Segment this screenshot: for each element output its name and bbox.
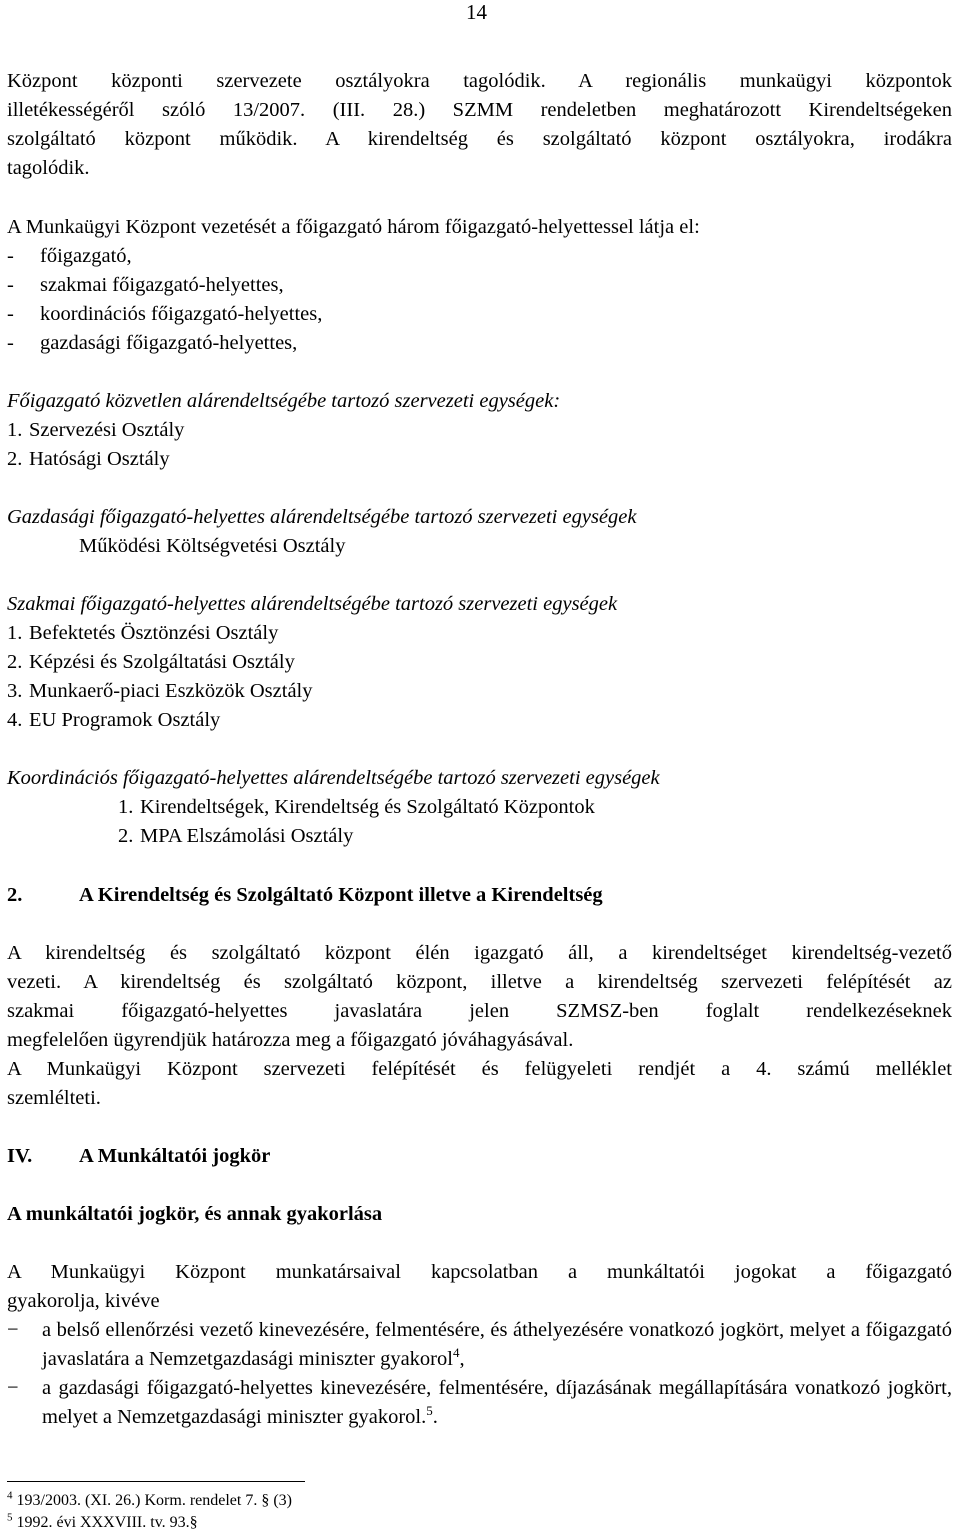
section-2: [7, 881, 952, 910]
list-item-text: Szervezési Osztály: [29, 419, 185, 441]
footnote-mark: 5: [7, 1511, 13, 1524]
section-heading: Koordinációs főigazgató-helyettes alárendeltségébe tartozó szervezeti egységek: [7, 767, 660, 789]
dash-marker: -: [7, 274, 14, 296]
section-title: [7, 1142, 952, 1171]
text-line: illetékességéről szóló 13/2007. (III. 28.) SZMM rendeletben meghatározott Kirendeltségeken: [7, 99, 952, 121]
section-heading: Gazdasági főigazgató-helyettes alárendeltségébe tartozó szervezeti egységek: [7, 506, 637, 528]
list-item: [7, 329, 952, 358]
econ-units-section: [7, 503, 952, 561]
list-item: [118, 793, 952, 822]
footnote-text: 193/2003. (XI. 26.) Korm. rendelet 7. § (3): [16, 1492, 292, 1509]
text-line: Központ központi szervezete osztályokra tagolódik. A regionális munkaügyi központok: [7, 70, 952, 92]
list-item-text: Kirendeltségek, Kirendeltség és Szolgáltató Központok: [140, 796, 595, 818]
footnote-mark: 4: [7, 1489, 13, 1502]
section-number: IV.: [7, 1145, 33, 1167]
text-line: vezeti. A kirendeltség és szolgáltató központ, illetve a kirendeltség szervezeti felépítését az: [7, 971, 952, 993]
item-number: 4.: [7, 709, 23, 731]
list-item: [7, 300, 952, 329]
list-item: [7, 1374, 952, 1432]
text-line: A kirendeltség és szolgáltató központ élén igazgató áll, a kirendeltséget kirendeltség-vezető: [7, 942, 952, 964]
item-number: 1.: [7, 622, 23, 644]
list-item-text: Munkaerő-piaci Eszközök Osztály: [29, 680, 313, 702]
section-heading: Főigazgató közvetlen alárendeltségébe tartozó szervezeti egységek:: [7, 390, 561, 412]
section-4-body: [7, 1258, 952, 1432]
list-item: [7, 416, 952, 445]
list-item-text: a gazdasági főigazgató-helyettes kinevezésére, felmentésére, díjazásának megállapítására vonatkozó jogkört, melyet a Nemzetgazdasági miniszter gyakorol.: [42, 1377, 952, 1428]
punctuation: ,: [459, 1348, 465, 1370]
list-item: [118, 822, 952, 851]
item-number: 3.: [7, 680, 23, 702]
list-item-text: főigazgató,: [40, 245, 132, 267]
dash-marker: -: [7, 303, 14, 325]
leadership-section: [7, 213, 952, 358]
section-number: 2.: [7, 884, 23, 906]
item-number: 1.: [118, 796, 134, 818]
dg-units-section: [7, 387, 952, 474]
coord-units-section: [7, 764, 952, 851]
list-item: [7, 706, 952, 735]
text-line: szakmai főigazgató-helyettes javaslatára jelen SZMSZ-ben foglalt rendelkezéseknek: [7, 1000, 952, 1022]
dash-marker: -: [7, 245, 14, 267]
section-heading: Szakmai főigazgató-helyettes alárendeltségébe tartozó szervezeti egységek: [7, 593, 618, 615]
list-item: [7, 1316, 952, 1374]
section-title-text: A Munkáltatói jogkör: [79, 1145, 271, 1167]
item-number: 2.: [118, 825, 134, 847]
section-title: [7, 881, 952, 910]
punctuation: .: [432, 1406, 438, 1428]
leadership-intro: A Munkaügyi Központ vezetését a főigazgató három főigazgató-helyettessel látja el:: [7, 216, 700, 238]
list-item: [7, 242, 952, 271]
list-item-text: koordinációs főigazgató-helyettes,: [40, 303, 323, 325]
footnote-text: 1992. évi XXXVIII. tv. 93.§: [16, 1514, 198, 1531]
footnote-ref[interactable]: 4: [452, 1345, 460, 1361]
page-number: 14: [466, 0, 487, 24]
section-title-text: A Kirendeltség és Szolgáltató Központ illetve a Kirendeltség: [79, 884, 603, 906]
intro-paragraph: [7, 67, 952, 183]
footnote-divider: [7, 1481, 305, 1482]
list-item-text: gazdasági főigazgató-helyettes,: [40, 332, 298, 354]
list-item: [7, 648, 952, 677]
text-line: megfelelően ügyrendjük határozza meg a főigazgató jóváhagyásával.: [7, 1029, 574, 1051]
list-item-text: Befektetés Ösztönzési Osztály: [29, 622, 279, 644]
text-line: gyakorolja, kivéve: [7, 1290, 160, 1312]
prof-units-section: [7, 590, 952, 735]
text-line: szolgáltató központ működik. A kirendeltség és szolgáltató központ osztályokra, irodákra: [7, 128, 952, 150]
item-number: 2.: [7, 651, 23, 673]
section-4: [7, 1142, 952, 1171]
section-2-body: [7, 939, 952, 1113]
list-item-text: EU Programok Osztály: [29, 709, 221, 731]
footnote-ref[interactable]: 5: [426, 1403, 433, 1419]
list-item-text: Hatósági Osztály: [29, 448, 170, 470]
item-number: 1.: [7, 419, 23, 441]
footnote: [7, 1513, 198, 1533]
list-item-text: szakmai főigazgató-helyettes,: [40, 274, 284, 296]
list-item: [7, 677, 952, 706]
section-4-subtitle: [7, 1200, 952, 1229]
list-item-text: Képzési és Szolgáltatási Osztály: [29, 651, 295, 673]
text-line: szemlélteti.: [7, 1087, 101, 1109]
list-item: Működési Költségvetési Osztály: [79, 535, 346, 557]
subsection-title: A munkáltatói jogkör, és annak gyakorlása: [7, 1203, 383, 1225]
dash-marker: −: [7, 1319, 19, 1341]
list-item-text: a belső ellenőrzési vezető kinevezésére, felmentésére, és áthelyezésére vonatkozó jogkört, melyet a főigazgató javaslatára a Nemzetgazdasági miniszter gyakorol: [42, 1319, 952, 1370]
list-item-text: MPA Elszámolási Osztály: [140, 825, 354, 847]
text-line: tagolódik.: [7, 157, 90, 179]
text-line: A Munkaügyi Központ szervezeti felépítését és felügyeleti rendjét a 4. számú melléklet: [7, 1058, 952, 1080]
item-number: 2.: [7, 448, 23, 470]
list-item: [7, 619, 952, 648]
dash-marker: -: [7, 332, 14, 354]
text-line: A Munkaügyi Központ munkatársaival kapcsolatban a munkáltatói jogokat a főigazgató: [7, 1261, 952, 1283]
footnote: [7, 1491, 292, 1511]
list-item: [7, 271, 952, 300]
dash-marker: −: [7, 1377, 19, 1399]
list-item: [7, 445, 952, 474]
